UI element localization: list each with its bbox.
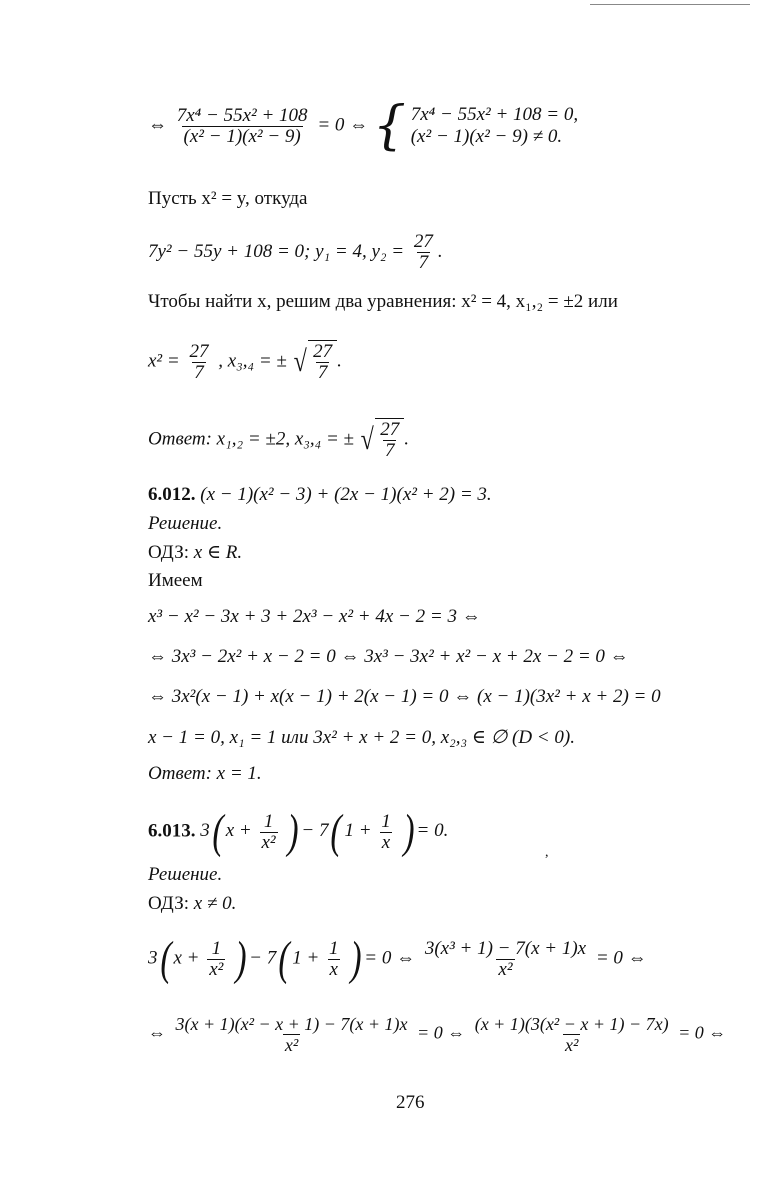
problem-6013-header xyxy=(148,805,449,858)
x34-text: , x₃,₄ = ± xyxy=(218,350,287,372)
numerator: 7x⁴ − 55x² + 108 xyxy=(176,104,308,126)
problem-statement: (x − 1)(x² − 3) + (2x − 1)(x² + 2) = 3. xyxy=(200,484,492,505)
radical-sign: √ xyxy=(293,345,307,378)
answer-label: Ответ: xyxy=(148,428,212,450)
odz-value: x ≠ 0. xyxy=(193,893,237,914)
system-line-1: 7x⁴ − 55x² + 108 = 0, xyxy=(410,104,579,125)
numerator: 27 xyxy=(380,419,400,440)
numerator: 3(x³ + 1) − 7(x + 1)x xyxy=(424,937,587,959)
fraction xyxy=(412,232,435,273)
quadratic-equation: 7y² − 55y + 108 = 0; y₁ = 4, y₂ = $\frac{27}{7}$ . xyxy=(148,231,443,273)
numerator: 27 xyxy=(413,231,433,252)
answer-label: Ответ: xyxy=(148,763,212,784)
fraction xyxy=(175,106,310,147)
problem-statement: 3( x + $\frac{1}{\text{x²}}$ ) − 7( 1 + $\frac{1}{x}$ ) = 0. xyxy=(200,805,449,858)
numerator: (x + 1)(3(x² − x + 1) − 7x) xyxy=(474,1014,669,1034)
answer-text: x₁,₂ = ±2, x₃,₄ = ± xyxy=(216,428,354,450)
denominator: 7 xyxy=(194,361,204,383)
denominator: (x² − 1)(x² − 9) xyxy=(183,125,301,147)
odz-line xyxy=(148,542,242,564)
step-end: = 0 ⇔ xyxy=(678,1022,727,1043)
fraction xyxy=(187,342,210,383)
system-brace: { xyxy=(372,96,406,156)
solve-text: Чтобы найти x, решим два уравнения: x² = 4, x₁,₂ = ±2 или xyxy=(148,291,618,312)
square-root xyxy=(292,340,337,384)
square-root xyxy=(359,418,404,462)
problem-number: 6.013. xyxy=(148,820,196,842)
top-rule xyxy=(590,4,750,5)
answer-value: x = 1. xyxy=(216,763,262,784)
equation-system: ⇔ $\frac{\text{7x⁴ − 55x² + 108}}{\text{(x² − 1)(x² − 9)}}$ = 0 ⇔ { 7x⁴ − 55x² + 108 = 0, (x² − 1)(x² − 9) ≠ 0. xyxy=(148,96,579,156)
answer-line: Ответ: x₁,₂ = ±2, x₃,₄ = ± √ $\frac{27}{7}$ . xyxy=(148,419,409,461)
answer-line xyxy=(148,763,262,785)
denominator: x² xyxy=(564,1035,579,1055)
derivation-line-1: x³ − x² − 3x + 3 + 2x³ − x² + 4x − 2 = 3 ⇔ xyxy=(148,606,481,627)
denominator: 7 xyxy=(317,362,328,383)
problem-6012-header xyxy=(148,484,492,506)
odz-line xyxy=(148,893,236,915)
odz-value: x ∈ R. xyxy=(193,542,243,563)
x2-text: x² = xyxy=(148,350,180,372)
quadratic-text: 7y² − 55y + 108 = 0; y₁ = 4, y₂ = xyxy=(148,240,405,262)
problem-number: 6.012. xyxy=(148,484,196,505)
denominator: 7 xyxy=(384,440,395,461)
odz-label: ОДЗ: xyxy=(148,893,190,914)
denominator: x² xyxy=(284,1035,299,1055)
equals: = 0 ⇔ xyxy=(317,114,369,136)
equation-tail: = 0. xyxy=(416,820,449,842)
fraction xyxy=(378,420,401,461)
numerator: 3(x + 1)(x² − x + 1) − 7(x + 1)x xyxy=(175,1014,408,1034)
fraction xyxy=(311,342,334,383)
radical-sign: √ xyxy=(360,423,374,456)
derivation-line-2: ⇔ 3x³ − 2x² + x − 2 = 0 ⇔ 3x³ − 3x² + x² − x + 2x − 2 = 0 ⇔ xyxy=(148,646,629,667)
have-text: Имеем xyxy=(148,570,203,591)
solution-label: Решение. xyxy=(148,513,223,534)
derivation-line-3: ⇔ 3x²(x − 1) + x(x − 1) + 2(x − 1) = 0 ⇔ (x − 1)(3x² + x + 2) = 0 xyxy=(148,686,661,707)
solution-label: Решение. xyxy=(148,864,223,885)
roots-equation: x² = $\frac{27}{7}$ , x₃,₄ = ± √ $\frac{27}{7}$ . xyxy=(148,340,342,383)
stray-mark: , xyxy=(545,845,549,860)
derivation-step-2: ⇔ $\frac{\text{3(x + 1)(x² − x + 1) − 7(x + 1)x}}{\text{x²}}$ = 0 ⇔ $\frac{\text{(x + 1)(3(x² − x + 1) − 7x)}}{\text{x²}}$ = 0 ⇔ xyxy=(148,1014,727,1055)
let-text: Пусть x² = y, откуда xyxy=(148,188,308,209)
denominator: x² xyxy=(498,958,513,980)
fraction xyxy=(174,1014,410,1055)
denominator: 7 xyxy=(418,252,429,273)
page-number: 276 xyxy=(396,1092,425,1113)
numerator: 27 xyxy=(313,341,333,362)
fraction xyxy=(423,939,588,980)
fraction xyxy=(473,1014,671,1055)
odz-label: ОДЗ: xyxy=(148,542,190,563)
system-line-2: (x² − 1)(x² − 9) ≠ 0. xyxy=(410,126,563,147)
numerator: 27 xyxy=(189,340,209,362)
derivation-step-1: 3( x + $\frac{1}{\text{x²}}$ ) − 7( 1 + $\frac{1}{x}$ ) = 0 ⇔ $\frac{\text{3(x³ + 1) − 7(x + 1)x}}{\text{x²}}$ = 0 ⇔ xyxy=(148,932,647,985)
derivation-line-4: x − 1 = 0, x₁ = 1 или 3x² + x + 2 = 0, x₂,₃ ∈ ∅ (D < 0). xyxy=(148,727,575,748)
system xyxy=(411,104,578,148)
step-end: = 0 ⇔ xyxy=(595,947,647,969)
step-mid: = 0 ⇔ xyxy=(417,1022,466,1043)
